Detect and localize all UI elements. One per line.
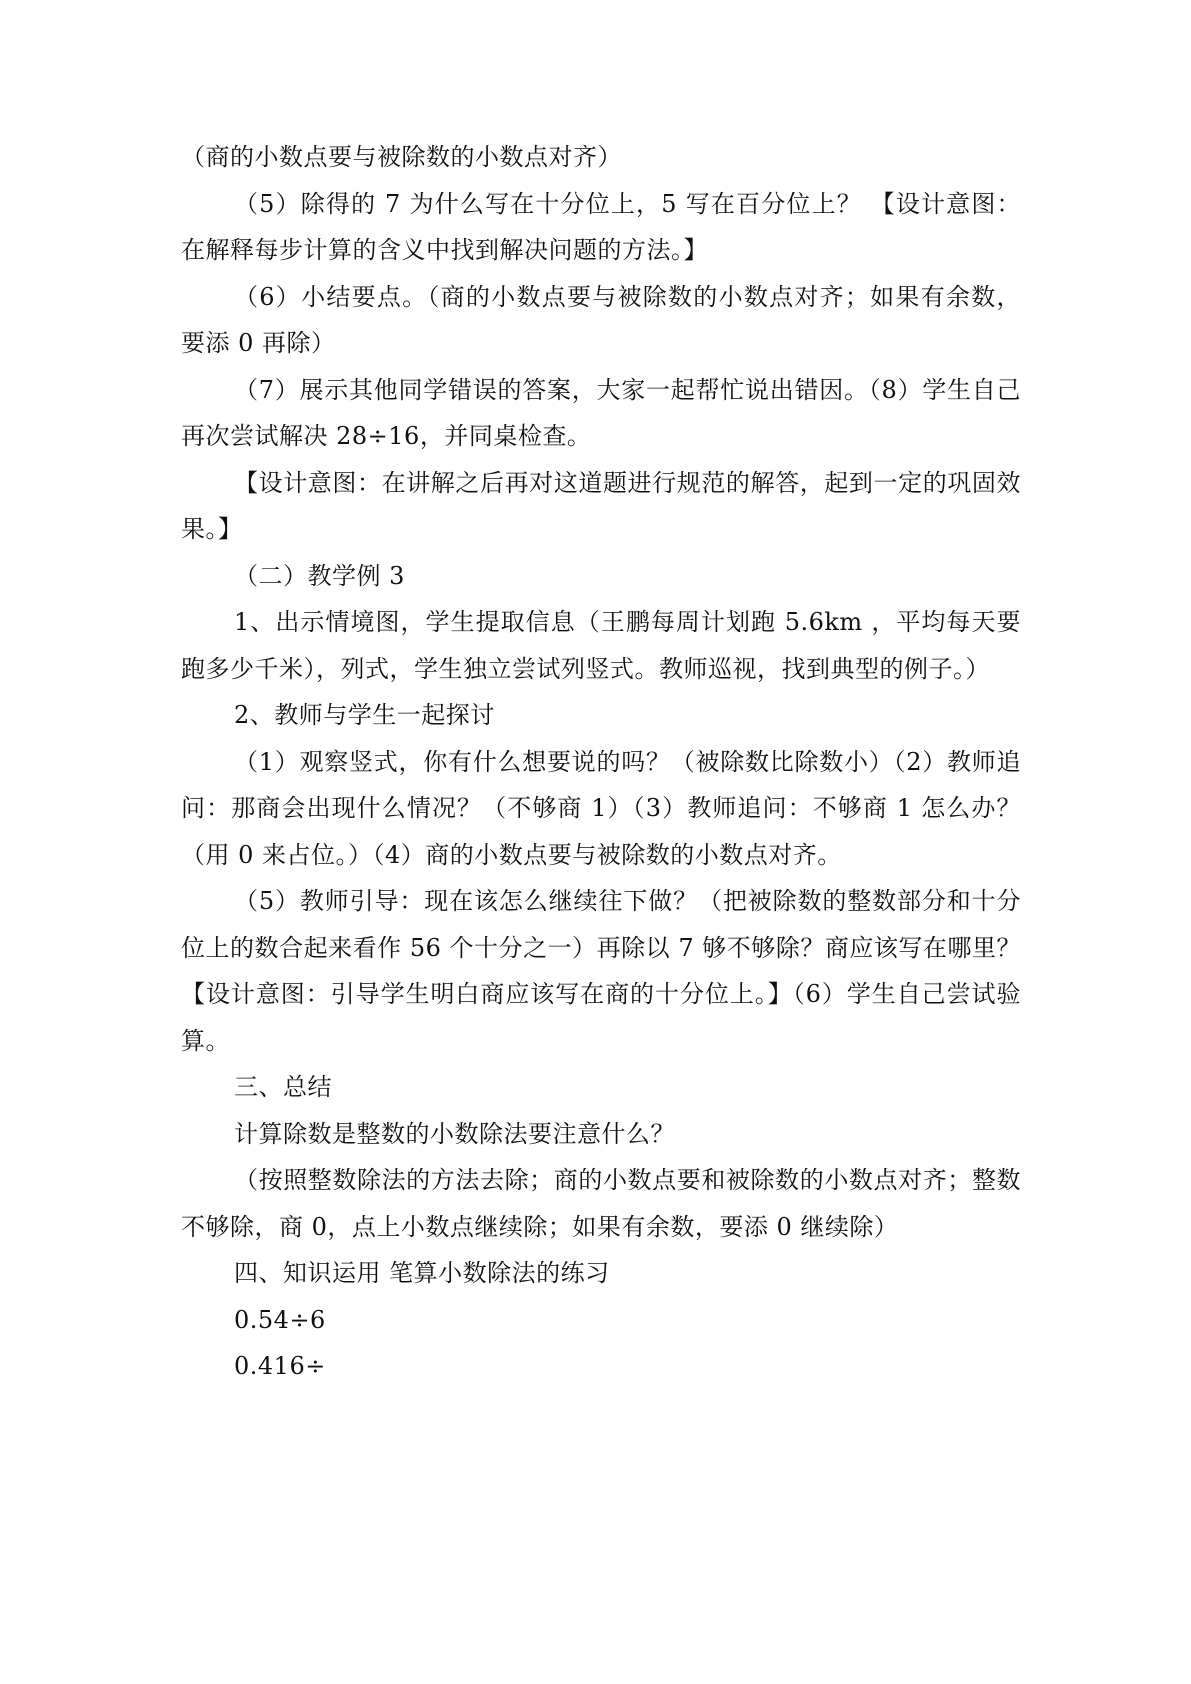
paragraph-teacher-guidance: （5）教师引导：现在该怎么继续往下做？（把被除数的整数部分和十分位上的数合起来看作 56 个十分之一）再除以 7 够不够除？商应该写在哪里？ 【设计意图：引导学生明白商应该写在商的十分位上。】（6）学生自己尝试验算。 [181, 887, 1021, 1055]
paragraph-step-6-summary: （6）小结要点。（商的小数点要与被除数的小数点对齐；如果有余数，要添 0 再除） [181, 282, 1021, 357]
paragraph-situation-image: 1、出示情境图，学生提取信息（王鹏每周计划跑 5.6km ，平均每天要跑多少千米），列式，学生独立尝试列竖式。教师巡视，找到典型的例子。） [181, 608, 1021, 683]
heading-summary: 三、总结 [234, 1073, 332, 1101]
paragraph-step-7-8: （7）展示其他同学错误的答案，大家一起帮忙说出错因。（8）学生自己再次尝试解决 28÷16，并同桌检查。 [181, 375, 1021, 450]
paragraph-discussion-heading: 2、教师与学生一起探讨 [234, 701, 495, 729]
exercise-item-2: 0.416÷ [234, 1352, 326, 1380]
heading-example-3: （二）教学例 3 [234, 561, 405, 590]
paragraph-quotient-alignment-note: （商的小数点要与被除数的小数点对齐） [181, 143, 622, 171]
paragraph-design-intent: 【设计意图：在讲解之后再对这道题进行规范的解答，起到一定的巩固效果。】 [181, 468, 1021, 543]
document-body [181, 134, 1021, 1390]
paragraph-step-5-question: （5）除得的 7 为什么写在十分位上，5 写在百分位上？ 【设计意图：在解释每步计算的含义中找到解决问题的方法。】 [181, 189, 1021, 264]
exercise-item-1: 0.54÷6 [234, 1305, 326, 1334]
paragraph-summary-question: 计算除数是整数的小数除法要注意什么？ [234, 1119, 675, 1148]
paragraph-observe-vertical: （1）观察竖式，你有什么想要说的吗？（被除数比除数小）（2）教师追问：那商会出现什么情况？（不够商 1）（3）教师追问：不够商 1 怎么办？（用 0 来占位。）（4）商的小数点要与被除数的小数点对齐。 [181, 747, 1021, 869]
paragraph-summary-answer: （按照整数除法的方法去除；商的小数点要和被除数的小数点对齐；整数不够除，商 0，点上小数点继续除；如果有余数，要添 0 继续除） [181, 1166, 1021, 1241]
heading-practice: 四、知识运用 笔算小数除法的练习 [234, 1259, 610, 1287]
